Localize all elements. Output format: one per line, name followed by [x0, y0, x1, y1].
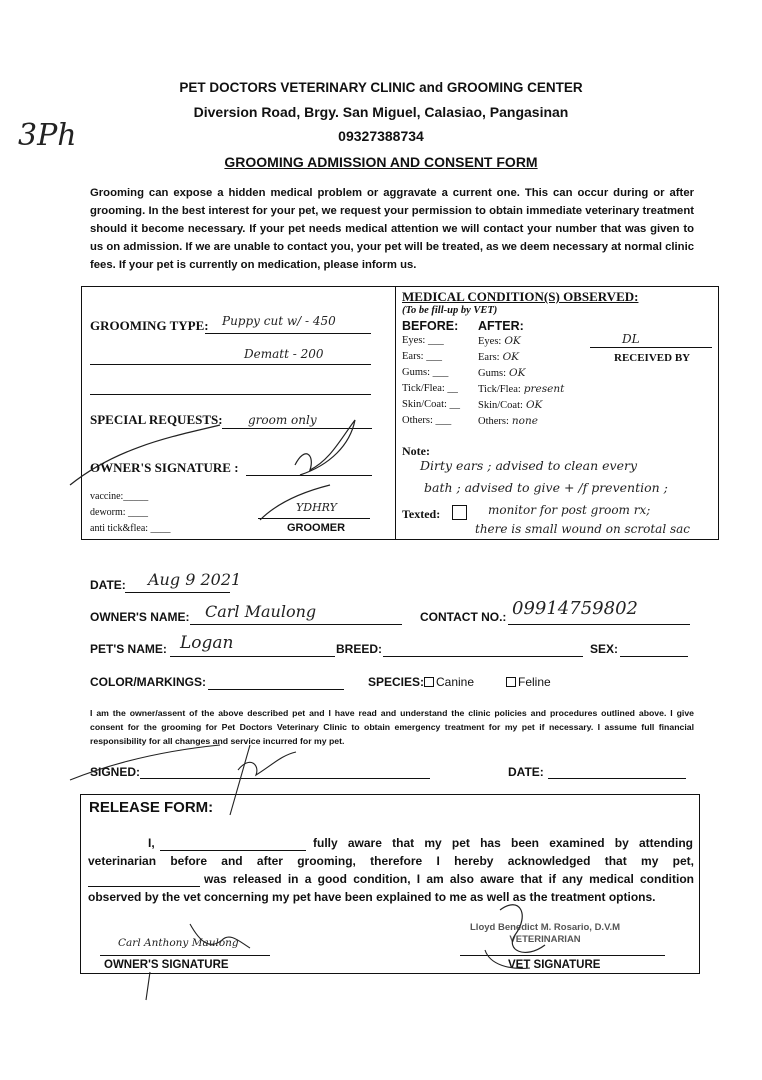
clinic-address: Diversion Road, Brgy. San Miguel, Calasiao, Pangasinan: [193, 104, 569, 120]
date-label: DATE:: [90, 578, 126, 592]
date-value[interactable]: Aug 9 2021: [148, 570, 242, 589]
note-label: Note:: [402, 444, 430, 458]
canine-label: Canine: [436, 675, 475, 689]
before-field[interactable]: Others: ___: [402, 415, 452, 426]
box-divider: [395, 287, 396, 539]
clinic-name: PET DOCTORS VETERINARY CLINIC and GROOMING CENTER: [179, 80, 583, 95]
before-field[interactable]: Tick/Flea: __: [402, 383, 458, 394]
form-title: GROOMING ADMISSION AND CONSENT FORM: [224, 154, 538, 170]
owner-signature-scribble: [60, 405, 380, 525]
antitick-label: anti tick&flea: ____: [90, 523, 171, 534]
after-label: Gums:: [478, 368, 507, 379]
feline-checkbox[interactable]: [506, 677, 516, 687]
intro-paragraph: Grooming can expose a hidden medical problem or aggravate a current one. This can occur during or after grooming. In the best interest for your pet, we request your permission to obtain immediate veterinary treatment should it become necessary. If your pet needs medical attention we will contact your number that was given to us on admission. If we are unable to contact you, your pet will be treated, as we deem necessary at normal clinic fees. If your pet is currently on medication, please inform us.: [90, 187, 694, 271]
vet-stamp-name: Lloyd Benedict M. Rosario, D.V.M: [470, 922, 621, 933]
after-field: [478, 367, 525, 379]
before-field[interactable]: Skin/Coat: __: [402, 399, 461, 410]
after-field: [478, 415, 538, 427]
vet-signature-scribble: [470, 890, 600, 980]
signed-label: SIGNED:: [90, 765, 141, 779]
vet-stamp-title: VETERINARIAN: [509, 934, 581, 945]
groomer-signature: YDHRY: [296, 501, 337, 514]
clinic-phone: 09327388734: [338, 128, 424, 144]
special-requests-value[interactable]: groom only: [248, 413, 317, 427]
signed-date-label: DATE:: [508, 765, 544, 779]
note-line-2: bath ; advised to give + /f prevention ;: [424, 480, 668, 495]
contact-value[interactable]: 09914759802: [512, 598, 638, 619]
consent-text: I am the owner/assent of the above described pet and I have read and understand the clinic policies and procedures outlined above. I give consent for the grooming for Pet Doctors Veterinary Clinic to obtain emergency treatment for my pet if necessary. I assume full financial responsibility for all changes and service incurred for my pet.: [90, 708, 694, 746]
species-feline[interactable]: [502, 675, 551, 689]
special-requests-label: SPECIAL REQUESTS:: [90, 412, 223, 427]
color-markings-label: COLOR/MARKINGS:: [90, 675, 206, 689]
owner-signature-label: OWNER'S SIGNATURE :: [90, 460, 239, 475]
after-value[interactable]: none: [511, 415, 538, 427]
after-value[interactable]: OK: [509, 367, 526, 379]
before-label: BEFORE:: [402, 319, 459, 333]
release-i: I,: [148, 836, 155, 850]
note-line-3: monitor for post groom rx;: [488, 503, 651, 517]
release-text-3: was released in a good condition, I am also aware that if any medical condition: [204, 872, 694, 886]
after-label: AFTER:: [478, 319, 524, 333]
release-owner-signature-name: Carl Anthony Maulong: [118, 937, 239, 949]
margin-note: 3Ph: [18, 118, 77, 153]
note-line-1: Dirty ears ; advised to clean every: [420, 458, 638, 473]
texted-checkbox[interactable]: [452, 505, 467, 520]
owner-name-label: OWNER'S NAME:: [90, 610, 190, 624]
after-field: [478, 399, 542, 411]
deworm-label: deworm: ____: [90, 507, 149, 518]
after-field: [478, 335, 521, 347]
contact-label: CONTACT NO.:: [420, 610, 507, 624]
grooming-type-value-2[interactable]: Dematt - 200: [244, 347, 324, 361]
after-label: Ears:: [478, 352, 500, 363]
received-initials: DL: [622, 332, 640, 346]
groomer-label: GROOMER: [287, 522, 346, 534]
texted-label: Texted:: [402, 507, 441, 521]
signed-scribble: [60, 740, 320, 820]
release-text-2: veterinarian before and after grooming, therefore I hereby acknowledged that my pet,: [88, 854, 694, 868]
received-by-label: RECEIVED BY: [614, 352, 691, 364]
owner-name-value[interactable]: Carl Maulong: [205, 602, 317, 621]
note-line-4: there is small wound on scrotal sac: [475, 522, 691, 536]
grooming-type-value[interactable]: Puppy cut w/ - 450: [222, 314, 336, 328]
release-title: RELEASE FORM:: [89, 799, 214, 816]
species-canine[interactable]: [420, 675, 474, 689]
before-field[interactable]: Gums: ___: [402, 367, 449, 378]
feline-label: Feline: [518, 675, 551, 689]
canine-checkbox[interactable]: [424, 677, 434, 687]
after-value[interactable]: OK: [525, 399, 543, 411]
release-owner-scribble: [90, 912, 290, 1002]
pet-name-value[interactable]: Logan: [180, 633, 234, 653]
medical-title: MEDICAL CONDITION(S) OBSERVED:: [402, 289, 639, 304]
species-label: SPECIES:: [368, 675, 425, 689]
release-owner-signature-label: OWNER'S SIGNATURE: [104, 959, 229, 971]
release-vet-signature-label: VET SIGNATURE: [508, 959, 601, 971]
grooming-type-label: GROOMING TYPE:: [90, 318, 209, 333]
release-text-1: fully aware that my pet has been examined by attending: [313, 836, 693, 850]
before-field[interactable]: Ears: ___: [402, 351, 442, 362]
before-field[interactable]: Eyes: ___: [402, 335, 444, 346]
after-value[interactable]: OK: [502, 351, 520, 363]
vaccine-label: vaccine:_____: [90, 491, 149, 502]
after-value[interactable]: present: [523, 383, 565, 395]
after-label: Skin/Coat:: [478, 400, 523, 411]
breed-label: BREED:: [336, 642, 383, 656]
after-label: Tick/Flea:: [478, 384, 521, 395]
medical-subtitle: (To be fill-up by VET): [402, 305, 498, 316]
after-field: [478, 383, 564, 395]
release-text-4: observed by the vet concerning my pet have been explained to me as well as the treatment options.: [88, 890, 656, 904]
after-value[interactable]: OK: [504, 335, 521, 347]
after-label: Others:: [478, 416, 509, 427]
pet-name-label: PET'S NAME:: [90, 642, 167, 656]
after-field: [478, 351, 519, 363]
sex-label: SEX:: [590, 642, 619, 656]
after-label: Eyes:: [478, 336, 502, 347]
